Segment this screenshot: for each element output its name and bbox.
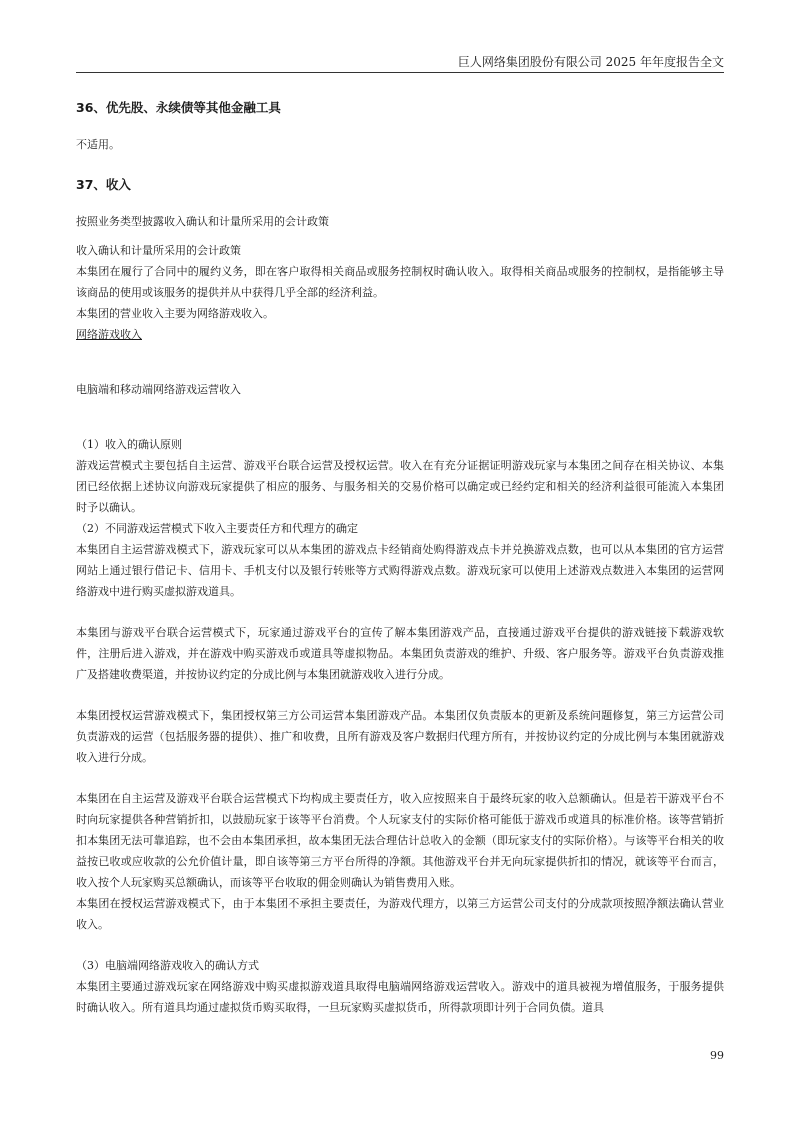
numbered-subheading: （3）电脑端网络游戏收入的确认方式 xyxy=(76,959,259,972)
paragraph: 本集团在授权运营游戏模式下，由于本集团不承担主要责任，为游戏代理方，以第三方运营公司支付的分成款项按照净额法确认营业收入。 xyxy=(76,897,724,931)
paragraph: 本集团与游戏平台联合运营模式下，玩家通过游戏平台的宣传了解本集团游戏产品，直接通过游戏平台提供的游戏链接下载游戏软件，注册后进入游戏，并在游戏中购买游戏币或道具等虚拟物品。本集团负责游戏的维护、升级、客户服务等。游戏平台负责游戏推广及搭建收费渠道，并按协议约定的分成比例与本集团就游戏收入进行分成。 xyxy=(76,626,724,681)
page-content xyxy=(76,98,724,1018)
section-36-heading: 36、优先股、永续债等其他金融工具 xyxy=(76,100,281,115)
paragraph: 按照业务类型披露收入确认和计量所采用的会计政策 xyxy=(76,215,329,228)
paragraph: 本集团在自主运营及游戏平台联合运营模式下均构成主要责任方，收入应按照来自于最终玩家的收入总额确认。但是若干游戏平台不时向玩家提供各种营销折扣，以鼓励玩家于该等平台消费。个人玩家支付的实际价格可能低于游戏币或道具的标准价格。该等营销折扣本集团无法可靠追踪，也不会由本集团承担，故本集团无法合理估计总收入的金额（即玩家支付的实际价格）。与该等平台相关的收益按已收或应收款的公允价值计量，即自该等第三方平台所得的净额。其他游戏平台并无向玩家提供折扣的情况，就该等平台而言，收入按个人玩家购买总额确认，而该等平台收取的佣金则确认为销售费用入账。 xyxy=(76,792,724,889)
underlined-subheading: 网络游戏收入 xyxy=(76,328,142,341)
section-37-heading: 37、收入 xyxy=(76,177,131,192)
numbered-subheading: （1）收入的确认原则 xyxy=(76,438,182,451)
numbered-subheading: （2）不同游戏运营模式下收入主要责任方和代理方的确定 xyxy=(76,522,358,535)
paragraph: 本集团的营业收入主要为网络游戏收入。 xyxy=(76,307,274,320)
header-title: 巨人网络集团股份有限公司 2025 年年度报告全文 xyxy=(457,55,724,69)
paragraph: 本集团在履行了合同中的履约义务，即在客户取得相关商品或服务控制权时确认收入。取得相关商品或服务的控制权，是指能够主导该商品的使用或该服务的提供并从中获得几乎全部的经济利益。 xyxy=(76,265,724,299)
paragraph: 电脑端和移动端网络游戏运营收入 xyxy=(76,383,241,396)
page-header xyxy=(76,50,724,73)
section-36-body: 不适用。 xyxy=(76,138,120,151)
paragraph: 本集团授权运营游戏模式下，集团授权第三方公司运营本集团游戏产品。本集团仅负责版本的更新及系统问题修复，第三方运营公司负责游戏的运营（包括服务器的提供）、推广和收费，且所有游戏及客户数据归代理方所有，并按协议约定的分成比例与本集团就游戏收入进行分成。 xyxy=(76,709,724,764)
page-number: 99 xyxy=(710,1049,724,1062)
paragraph: 游戏运营模式主要包括自主运营、游戏平台联合运营及授权运营。收入在有充分证据证明游戏玩家与本集团之间存在相关协议、本集团已经依据上述协议向游戏玩家提供了相应的服务、与服务相关的交易价格可以确定或已经约定和相关的经济利益很可能流入本集团时予以确认。 xyxy=(76,459,724,514)
paragraph: 收入确认和计量所采用的会计政策 xyxy=(76,244,241,257)
paragraph: 本集团自主运营游戏模式下，游戏玩家可以从本集团的游戏点卡经销商处购得游戏点卡并兑换游戏点数，也可以从本集团的官方运营网站上通过银行借记卡、信用卡、手机支付以及银行转账等方式购得游戏点数。游戏玩家可以使用上述游戏点数进入本集团的运营网络游戏中进行购买虚拟游戏道具。 xyxy=(76,543,724,598)
paragraph: 本集团主要通过游戏玩家在网络游戏中购买虚拟游戏道具取得电脑端网络游戏运营收入。游戏中的道具被视为增值服务，于服务提供时确认收入。所有道具均通过虚拟货币购买取得，一旦玩家购买虚拟货币，所得款项即计列于合同负债。道具 xyxy=(76,980,724,1014)
